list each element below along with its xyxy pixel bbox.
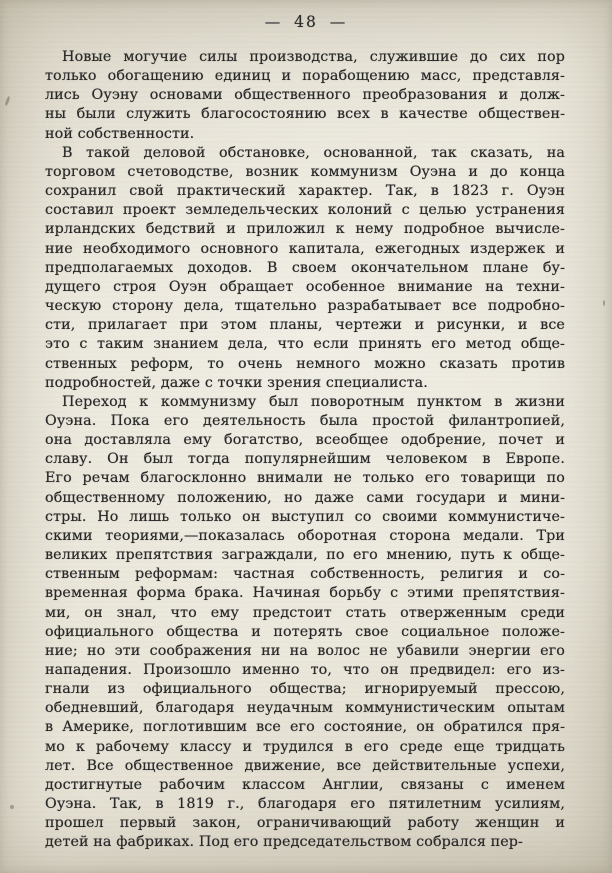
scan-artifact <box>4 96 10 106</box>
paragraph <box>45 144 565 393</box>
text-line: прошел первый закон, ограничивающий работу женщин и <box>45 815 565 832</box>
text-line: Его речам благосклонно внимали не только его товарищи по <box>45 470 565 487</box>
text-line: Оуэна. Пока его деятельность была простой филантропией, <box>45 412 565 429</box>
text-line: обедневший, благодаря неудачным коммунистическим опытам <box>45 700 565 717</box>
text-line: ны были служить благосостоянию всех в качестве обществен- <box>45 106 565 123</box>
text-line: детей на фабриках. Под его председательством собрался пер- <box>45 834 523 851</box>
text-line: достигнутые рабочим классом Англии, связаны с именем <box>45 776 565 793</box>
text-line: ческую сторону дела, тщательно разрабатывает все подробно- <box>45 298 565 315</box>
text-line: славу. Он был тогда популярнейшим человеком в Европе. <box>45 451 565 468</box>
text-line: Переход к коммунизму был поворотным пунктом в жизни <box>62 393 565 410</box>
text-line: ние; но эти соображения ни на волос не убавили энергии его <box>45 642 565 659</box>
text-line: это с таким знанием дела, что если принять его метод обще- <box>45 336 565 353</box>
text-line: общественному положению, но даже сами государи и мини- <box>45 489 565 506</box>
text-line: только обогащению единиц и порабощению масс, представля- <box>45 68 565 85</box>
text-line: ственным реформам: частная собственность, религия и со- <box>45 566 565 583</box>
text-line: она доставляла ему богатство, всеобщее одобрение, почет и <box>45 432 565 449</box>
text-line: составил проект земледельческих колоний с целью устранения <box>45 202 565 219</box>
text-line: ирландских бедствий и приложил к нему подробное вычисле- <box>45 221 565 238</box>
text-line: ственных реформ, то очень немного можно сказать против <box>45 355 565 372</box>
text-line: дущего строя Оуэн обращает особенное внимание на техни- <box>45 278 565 295</box>
text-line: ми, он знал, что ему предстоит стать отверженным среди <box>45 604 565 621</box>
text-line: Новые могучие силы производства, служившие до сих пор <box>62 49 565 65</box>
text-line: Оуэна. Так, в 1819 г., благодаря его пятилетним усилиям, <box>45 796 565 813</box>
text-line: временная форма брака. Начиная борьбу с этими препятствия- <box>45 585 565 602</box>
text-line: подробностей, даже с точки зрения специалиста. <box>45 374 428 391</box>
text-line: лись Оуэну основами общественного преобразования и долж- <box>45 87 565 104</box>
text-line: великих препятствия заграждали, по его мнению, путь к обще- <box>45 547 565 564</box>
text-line: лет. Все общественное движение, все действительные успехи, <box>45 757 565 774</box>
text-line: нападения. Произошло именно то, что он предвидел: его из- <box>45 662 565 678</box>
text-line: сти, прилагает при этом планы, чертежи и рисунки, и все <box>45 317 565 334</box>
text-line: скими теориями,—показалась оборотная сторона медали. Три <box>45 527 565 544</box>
paragraph <box>45 48 565 144</box>
text-line: мо к рабочему классу и трудился в его среде еще тридцать <box>45 738 565 755</box>
text-line: ние необходимого основного капитала, ежегодных издержек и <box>45 240 565 257</box>
page-number-header: — 48 — <box>264 13 348 31</box>
text-line: гнали из официального общества; игнорируемый прессою, <box>45 681 565 698</box>
text-line: официального общества и потерять свое социальное положе- <box>45 623 565 640</box>
text-line: предполагаемых доходов. В своем окончательном плане бу- <box>45 259 565 276</box>
text-line: в Америке, поглотившим все его состояние, он обратился пря- <box>45 719 565 736</box>
scan-artifact <box>10 805 14 809</box>
text-line: сохранил свой практический характер. Так, в 1823 г. Оуэн <box>45 183 565 200</box>
text-line: ной собственности. <box>45 125 195 142</box>
paragraph <box>45 393 565 853</box>
text-line: торговом счетоводстве, возник коммунизм Оуэна и до конца <box>45 163 565 180</box>
text-line: стры. Но лишь только он выступил со своими коммунистиче- <box>45 508 565 525</box>
scan-artifact <box>603 300 605 306</box>
page-text-block <box>45 48 565 853</box>
text-line: В такой деловой обстановке, основанной, так сказать, на <box>62 144 565 161</box>
